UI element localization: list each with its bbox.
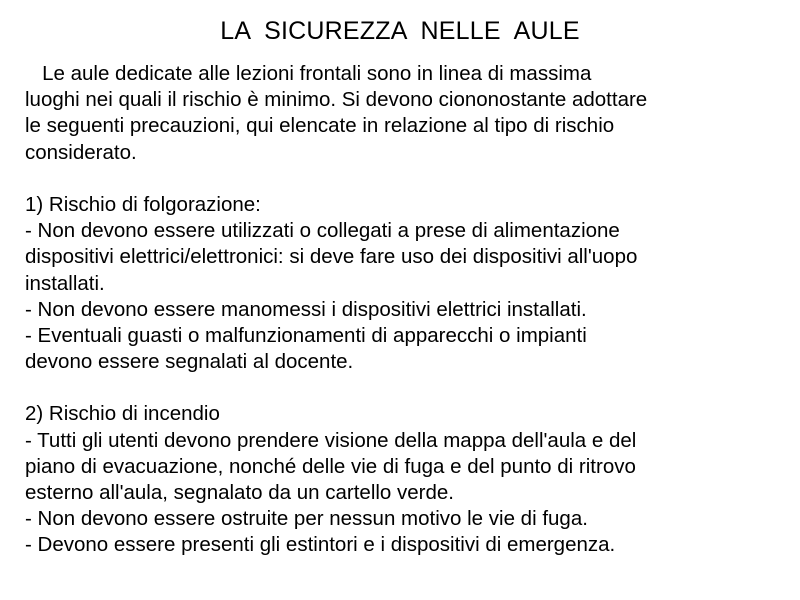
section-fire-risk <box>25 401 785 558</box>
section-heading: 1) Rischio di folgorazione: <box>25 192 261 216</box>
slide-body <box>25 61 785 559</box>
intro-line: Le aule dedicate alle lezioni frontali sono in linea di massima <box>25 62 592 85</box>
intro-line: considerato. <box>25 140 137 164</box>
section-line: dispositivi elettrici/elettronici: si deve fare uso dei dispositivi all'uopo <box>25 245 638 269</box>
section-line: installati. <box>25 271 105 295</box>
section-line: - Non devono essere ostruite per nessun motivo le vie di fuga. <box>25 507 588 531</box>
section-line: devono essere segnalati al docente. <box>25 350 354 374</box>
spacer <box>25 166 785 192</box>
intro-line: le seguenti precauzioni, qui elencate in relazione al tipo di rischio <box>25 114 615 138</box>
section-line: piano di evacuazione, nonché delle vie di fuga e del punto di ritrovo <box>25 454 636 478</box>
section-line: - Devono essere presenti gli estintori e i dispositivi di emergenza. <box>25 533 616 557</box>
slide-title: LA SICUREZZA NELLE AULE <box>220 17 580 45</box>
section-electrocution-risk <box>25 192 785 375</box>
section-line: - Non devono essere manomessi i dispositivi elettrici installati. <box>25 297 587 321</box>
section-line: - Non devono essere utilizzati o collegati a prese di alimentazione <box>25 219 620 243</box>
section-line: - Tutti gli utenti devono prendere visione della mappa dell'aula e del <box>25 428 637 452</box>
section-line: esterno all'aula, segnalato da un cartello verde. <box>25 481 454 504</box>
section-heading: 2) Rischio di incendio <box>25 402 220 426</box>
section-line: - Eventuali guasti o malfunzionamenti di apparecchi o impianti <box>25 323 587 347</box>
spacer <box>25 375 785 401</box>
intro-paragraph <box>25 61 785 166</box>
intro-line: luoghi nei quali il rischio è minimo. Si devono ciononostante adottare <box>25 88 648 112</box>
